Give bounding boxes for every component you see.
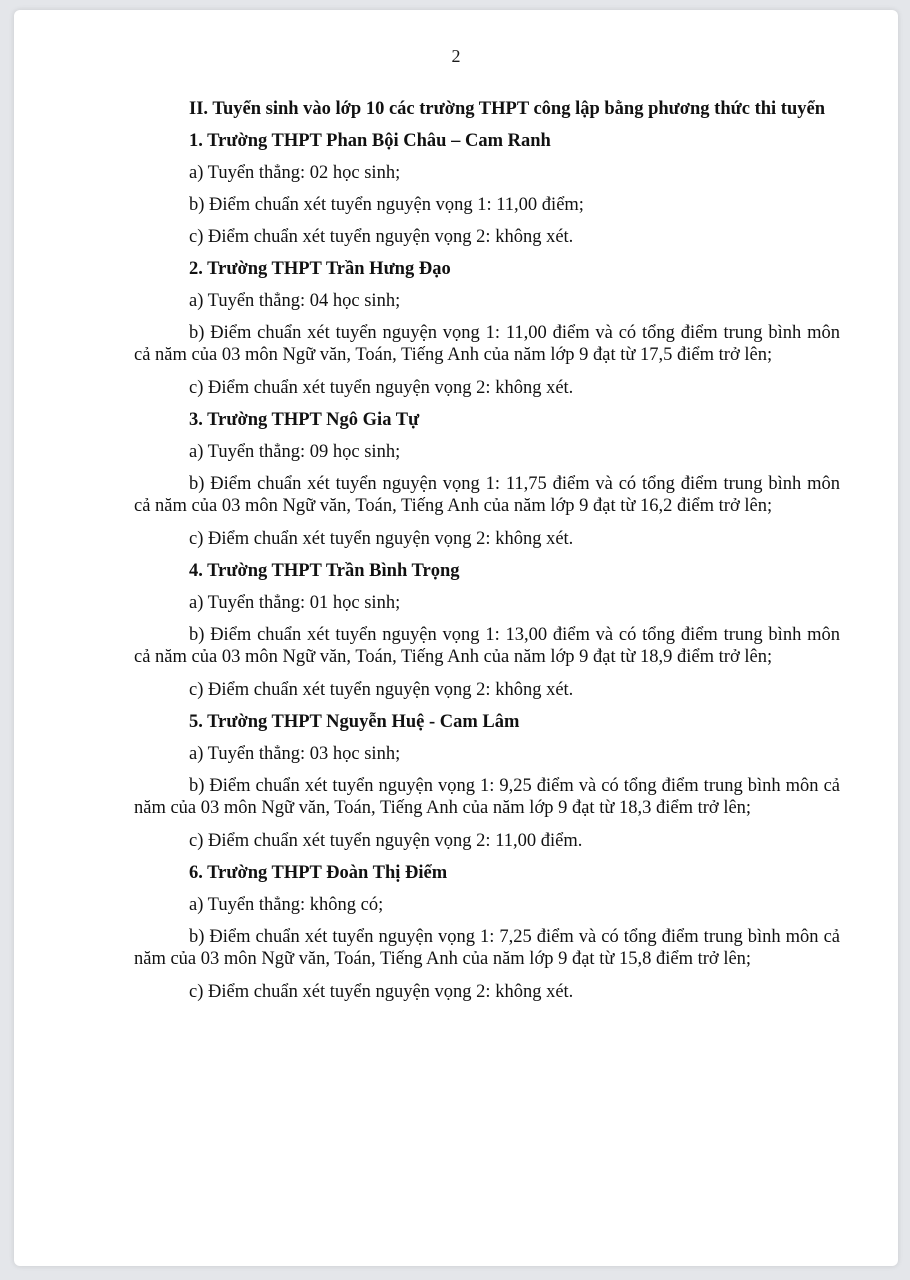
first-choice-cutoff-line: b) Điểm chuẩn xét tuyển nguyện vọng 1: 11,00 điểm; xyxy=(189,195,584,215)
school-title: 3. Trường THPT Ngô Gia Tự xyxy=(189,410,420,430)
school-section-1 xyxy=(134,130,840,248)
direct-admission-line: a) Tuyển thẳng: 04 học sinh; xyxy=(189,291,401,311)
second-choice-cutoff-line: c) Điểm chuẩn xét tuyển nguyện vọng 2: không xét. xyxy=(189,227,574,247)
school-title: 1. Trường THPT Phan Bội Châu – Cam Ranh xyxy=(189,131,551,151)
direct-admission-line: a) Tuyển thẳng: 02 học sinh; xyxy=(189,163,401,183)
school-section-2 xyxy=(134,258,840,399)
school-title: 4. Trường THPT Trần Bình Trọng xyxy=(189,561,460,581)
first-choice-cutoff-line: b) Điểm chuẩn xét tuyển nguyện vọng 1: 7,25 điểm và có tổng điểm trung bình môn cả năm của 03 môn Ngữ văn, Toán, Tiếng Anh của năm lớp 9 đạt từ 15,8 điểm trở lên; xyxy=(134,927,840,969)
document-body xyxy=(134,98,840,1013)
first-choice-cutoff-line: b) Điểm chuẩn xét tuyển nguyện vọng 1: 11,00 điểm và có tổng điểm trung bình môn cả năm của 03 môn Ngữ văn, Toán, Tiếng Anh của năm lớp 9 đạt từ 17,5 điểm trở lên; xyxy=(134,323,840,365)
school-section-6 xyxy=(134,862,840,1003)
school-section-5 xyxy=(134,711,840,852)
school-section-3 xyxy=(134,409,840,550)
direct-admission-line: a) Tuyển thẳng: 03 học sinh; xyxy=(189,744,401,764)
direct-admission-line: a) Tuyển thẳng: không có; xyxy=(189,895,384,915)
second-choice-cutoff-line: c) Điểm chuẩn xét tuyển nguyện vọng 2: không xét. xyxy=(189,680,574,700)
document-page xyxy=(14,10,898,1266)
second-choice-cutoff-line: c) Điểm chuẩn xét tuyển nguyện vọng 2: không xét. xyxy=(189,529,574,549)
first-choice-cutoff-line: b) Điểm chuẩn xét tuyển nguyện vọng 1: 9,25 điểm và có tổng điểm trung bình môn cả năm của 03 môn Ngữ văn, Toán, Tiếng Anh của năm lớp 9 đạt từ 18,3 điểm trở lên; xyxy=(134,776,840,818)
second-choice-cutoff-line: c) Điểm chuẩn xét tuyển nguyện vọng 2: không xét. xyxy=(189,378,574,398)
page-number: 2 xyxy=(451,46,461,66)
first-choice-cutoff-line: b) Điểm chuẩn xét tuyển nguyện vọng 1: 13,00 điểm và có tổng điểm trung bình môn cả năm của 03 môn Ngữ văn, Toán, Tiếng Anh của năm lớp 9 đạt từ 18,9 điểm trở lên; xyxy=(134,625,840,667)
direct-admission-line: a) Tuyển thẳng: 01 học sinh; xyxy=(189,593,401,613)
first-choice-cutoff-line: b) Điểm chuẩn xét tuyển nguyện vọng 1: 11,75 điểm và có tổng điểm trung bình môn cả năm của 03 môn Ngữ văn, Toán, Tiếng Anh của năm lớp 9 đạt từ 16,2 điểm trở lên; xyxy=(134,474,840,516)
section-title: II. Tuyển sinh vào lớp 10 các trường THPT công lập bằng phương thức thi tuyển xyxy=(189,99,825,119)
school-section-4 xyxy=(134,560,840,701)
school-title: 6. Trường THPT Đoàn Thị Điểm xyxy=(189,863,448,883)
direct-admission-line: a) Tuyển thẳng: 09 học sinh; xyxy=(189,442,401,462)
school-title: 2. Trường THPT Trần Hưng Đạo xyxy=(189,259,451,279)
second-choice-cutoff-line: c) Điểm chuẩn xét tuyển nguyện vọng 2: không xét. xyxy=(189,982,574,1002)
second-choice-cutoff-line: c) Điểm chuẩn xét tuyển nguyện vọng 2: 11,00 điểm. xyxy=(189,831,583,851)
school-title: 5. Trường THPT Nguyễn Huệ - Cam Lâm xyxy=(189,712,520,732)
